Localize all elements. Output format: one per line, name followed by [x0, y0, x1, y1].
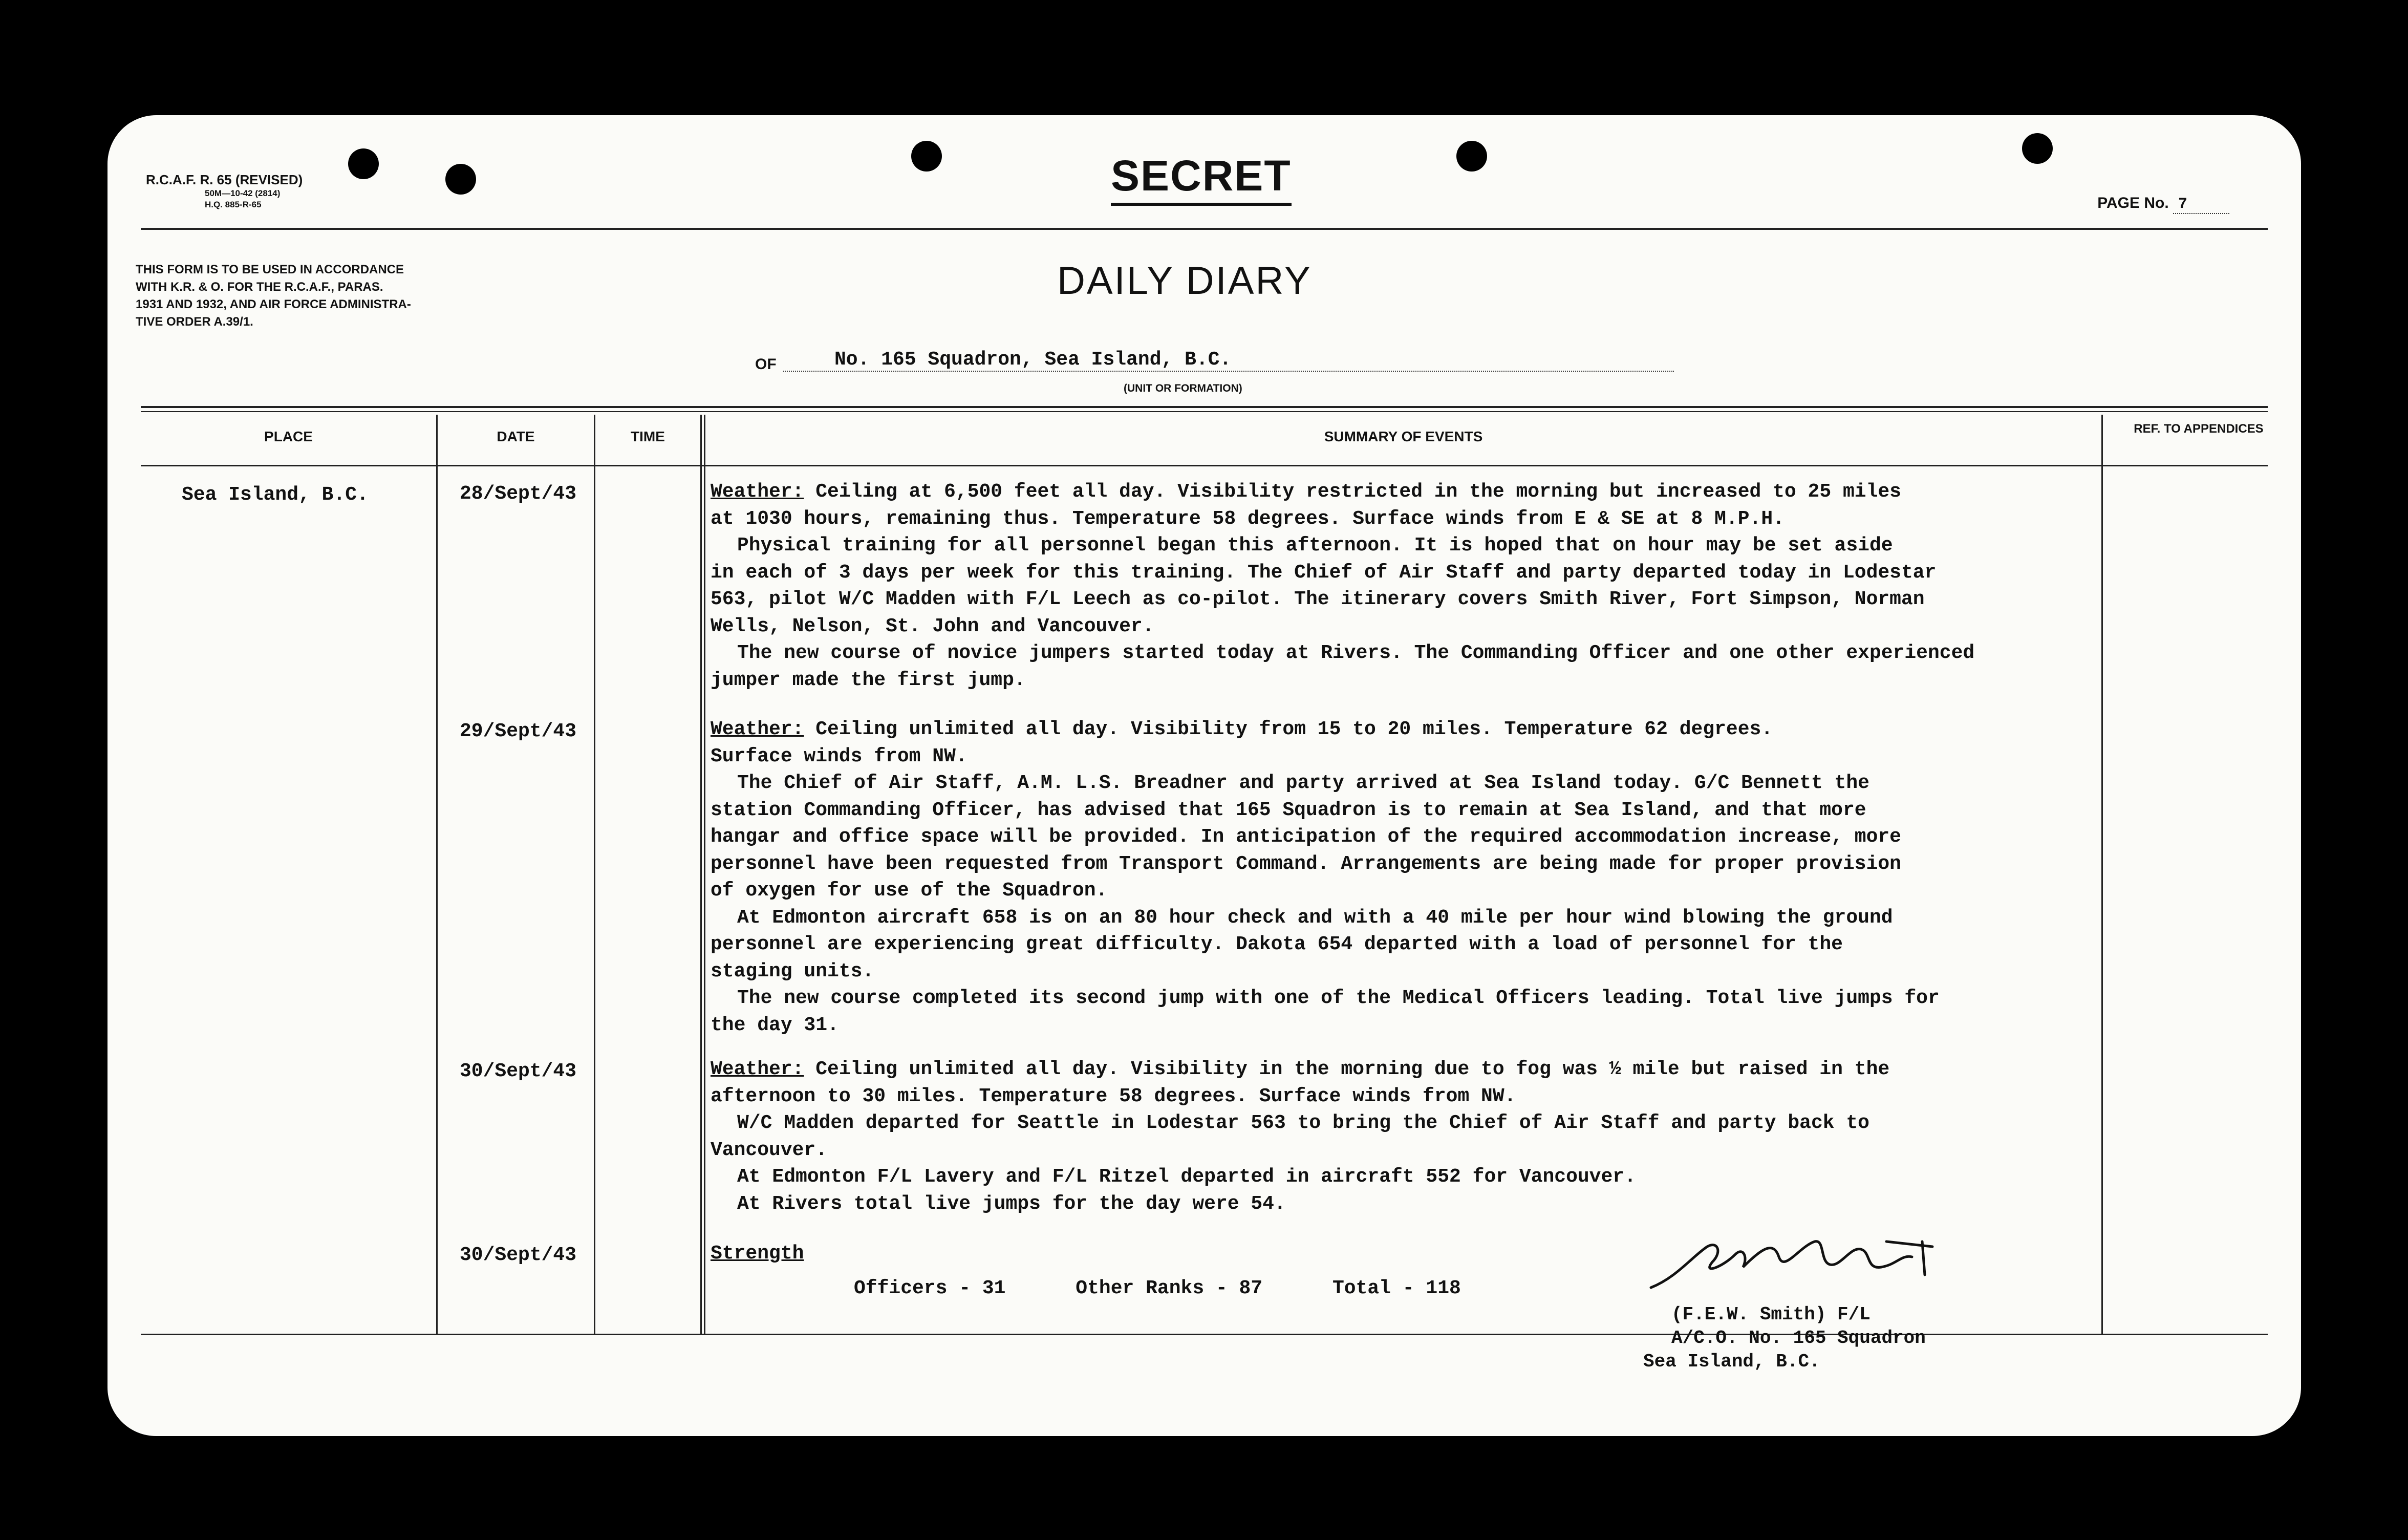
- summary-line: personnel are experiencing great difficulty. Dakota 654 departed with a load of personnel for the: [711, 933, 1843, 955]
- summary-line: At Rivers total live jumps for the day were 54.: [737, 1192, 1286, 1215]
- punch-hole: [445, 164, 476, 195]
- summary-line: W/C Madden departed for Seattle in Lodestar 563 to bring the Chief of Air Staff and party back to: [737, 1112, 1869, 1134]
- table-top-rule-inner: [141, 411, 2268, 412]
- signature-block: [1643, 1303, 1926, 1374]
- summary-line: afternoon to 30 miles. Temperature 58 degrees. Surface winds from NW.: [711, 1085, 1516, 1107]
- entry-label: Weather:: [711, 718, 804, 740]
- entry-label: Weather:: [711, 1058, 804, 1080]
- classification-heading: SECRET: [1111, 151, 1292, 206]
- of-label: OF: [755, 356, 777, 373]
- print-line: 50M—10-42 (2814): [205, 188, 281, 198]
- summary-line: The new course completed its second jump with one of the Medical Officers leading. Total live jumps for: [737, 987, 1940, 1009]
- column-header-rule: [141, 465, 2268, 466]
- usage-note-line: WITH K.R. & O. FOR THE R.C.A.F., PARAS.: [136, 280, 383, 294]
- place-cell: Sea Island, B.C.: [182, 484, 369, 506]
- other-ranks-count: Other Ranks - 87: [1076, 1277, 1263, 1299]
- column-header-date: DATE: [497, 429, 535, 444]
- summary-line: Ceiling at 6,500 feet all day. Visibility restricted in the morning but increased to 25 miles: [804, 481, 1901, 503]
- summary-line: Vancouver.: [711, 1139, 828, 1161]
- date-cell: 30/Sept/43: [460, 1060, 577, 1082]
- column-header-summary: SUMMARY OF EVENTS: [1324, 429, 1483, 444]
- summary-line: Ceiling unlimited all day. Visibility from 15 to 20 miles. Temperature 62 degrees.: [804, 718, 1773, 740]
- page-number: [2097, 195, 2229, 214]
- summary-line: at 1030 hours, remaining thus. Temperature 58 degrees. Surface winds from E & SE at 8 M.P.H.: [711, 507, 1784, 530]
- entry-summary: [711, 479, 2144, 694]
- summary-line: Physical training for all personnel began this afternoon. It is hoped that on hour may be set aside: [737, 534, 1893, 557]
- summary-line: the day 31.: [711, 1014, 839, 1036]
- table-bottom-rule: [141, 1334, 2268, 1335]
- entry-summary: [711, 1056, 2144, 1217]
- entry-summary: [711, 716, 2144, 1039]
- column-divider: [700, 415, 702, 1334]
- column-divider: [436, 415, 438, 1334]
- summary-line: At Edmonton aircraft 658 is on an 80 hour check and with a 40 mile per hour wind blowing the ground: [737, 906, 1893, 929]
- signatory-name: (F.E.W. Smith) F/L: [1671, 1304, 1870, 1325]
- page-label: PAGE No.: [2097, 195, 2169, 211]
- table-top-rule: [141, 406, 2268, 408]
- summary-line: station Commanding Officer, has advised that 165 Squadron is to remain at Sea Island, and that more: [711, 799, 1866, 821]
- summary-line: in each of 3 days per week for this training. The Chief of Air Staff and party departed today in Lodestar: [711, 561, 1937, 584]
- column-header-ref: REF. TO APPENDICES: [2134, 422, 2264, 436]
- diary-form-card: [107, 115, 2301, 1436]
- column-divider: [594, 415, 595, 1334]
- form-number: R.C.A.F. R. 65 (REVISED): [146, 172, 303, 187]
- summary-line: Wells, Nelson, St. John and Vancouver.: [711, 615, 1154, 637]
- usage-note-line: THIS FORM IS TO BE USED IN ACCORDANCE: [136, 263, 404, 276]
- usage-note-line: TIVE ORDER A.39/1.: [136, 315, 253, 329]
- summary-line: The Chief of Air Staff, A.M. L.S. Breadner and party arrived at Sea Island today. G/C Bennett the: [737, 772, 1869, 794]
- punch-hole: [2022, 133, 2053, 164]
- date-cell: 29/Sept/43: [460, 720, 577, 742]
- punch-hole: [911, 141, 942, 172]
- column-header-time: TIME: [631, 429, 665, 444]
- summary-line: staging units.: [711, 960, 874, 982]
- hq-line: H.Q. 885-R-65: [205, 200, 262, 209]
- date-cell: 30/Sept/43: [460, 1244, 577, 1266]
- usage-note: [136, 261, 411, 331]
- signatory-role: A/C.O. No. 165 Squadron: [1671, 1328, 1926, 1349]
- signatory-location: Sea Island, B.C.: [1643, 1351, 1820, 1372]
- punch-hole: [348, 148, 379, 179]
- entry-label: Weather:: [711, 481, 804, 503]
- summary-line: personnel have been requested from Transport Command. Arrangements are being made for proper provision: [711, 852, 1901, 875]
- unit-field: No. 165 Squadron, Sea Island, B.C.: [783, 349, 1674, 372]
- column-divider: [704, 415, 705, 1334]
- summary-line: jumper made the first jump.: [711, 669, 1026, 691]
- summary-line: At Edmonton F/L Lavery and F/L Ritzel departed in aircraft 552 for Vancouver.: [737, 1166, 1636, 1188]
- total-count: Total - 118: [1332, 1277, 1461, 1299]
- usage-note-line: 1931 AND 1932, AND AIR FORCE ADMINISTRA-: [136, 297, 411, 311]
- summary-line: Surface winds from NW.: [711, 745, 967, 767]
- page-value: 7: [2173, 196, 2229, 214]
- date-cell: 28/Sept/43: [460, 483, 577, 505]
- header-rule: [141, 228, 2268, 230]
- officers-count: Officers - 31: [854, 1277, 1006, 1299]
- punch-hole: [1456, 141, 1487, 172]
- form-number-block: [146, 172, 303, 210]
- column-header-place: PLACE: [264, 429, 313, 444]
- form-title: DAILY DIARY: [1057, 259, 1312, 303]
- unit-caption: (UNIT OR FORMATION): [1124, 382, 1242, 394]
- summary-line: The new course of novice jumpers started today at Rivers. The Commanding Officer and one other experienced: [737, 642, 1975, 664]
- summary-line: hangar and office space will be provided. In anticipation of the required accommodation increase, more: [711, 826, 1901, 848]
- summary-line: of oxygen for use of the Squadron.: [711, 880, 1108, 902]
- handwritten-signature: [1646, 1226, 1963, 1303]
- strength-figures: [854, 1277, 1461, 1299]
- entry-label: Strength: [711, 1243, 804, 1265]
- summary-line: Ceiling unlimited all day. Visibility in the morning due to fog was ½ mile but raised in the: [804, 1058, 1890, 1080]
- summary-line: 563, pilot W/C Madden with F/L Leech as co-pilot. The itinerary covers Smith River, Fort Simpson, Norman: [711, 588, 1925, 610]
